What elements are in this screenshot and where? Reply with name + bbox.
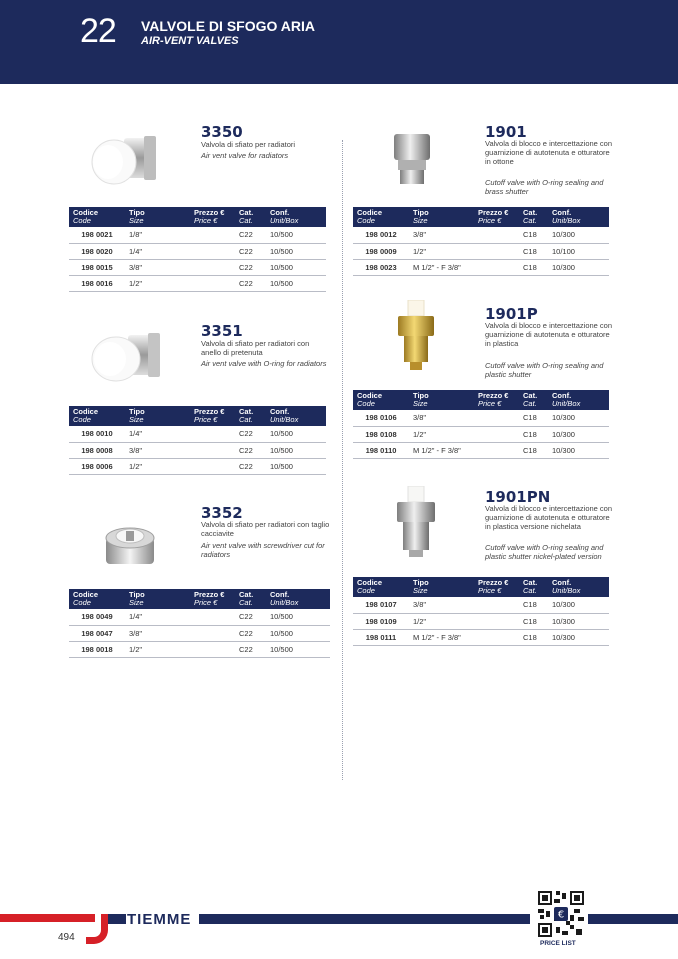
cell-size: M 1/2" - F 3/8"	[409, 259, 474, 275]
column-header-it: Codice	[73, 590, 99, 599]
cell-code: 198 0008	[69, 442, 125, 458]
product-desc-en-1901p: Cutoff valve with O-ring sealing and plastic shutter	[485, 361, 604, 379]
column-header-it: Codice	[73, 407, 99, 416]
cell-cat: C18	[519, 426, 548, 442]
column-header	[474, 207, 519, 227]
cell-size: 1/8"	[125, 227, 190, 243]
footer-blue-bar	[199, 914, 530, 924]
column-header-it: Conf.	[270, 208, 290, 217]
cell-code: 198 0009	[353, 243, 409, 259]
cell-size: 3/8"	[409, 410, 474, 426]
column-header	[266, 207, 326, 227]
cell-cat: C22	[235, 227, 266, 243]
product-desc-en-3350: Air vent valve for radiators	[201, 151, 289, 160]
column-header	[548, 390, 609, 410]
column-header-en: Unit/Box	[270, 598, 299, 607]
cell-size: M 1/2" - F 3/8"	[409, 629, 474, 645]
column-header-en: Price €	[194, 216, 218, 225]
cell-code: 198 0010	[69, 426, 125, 442]
cell-cat: C18	[519, 243, 548, 259]
price-table-1901	[353, 207, 609, 276]
product-desc-it-3352: Valvola di sfiato per radiatori con taglio cacciavite	[201, 520, 330, 538]
product-image-1901	[390, 130, 434, 188]
cell-price	[190, 259, 235, 275]
column-divider	[342, 140, 343, 780]
cell-cat: C18	[519, 442, 548, 458]
column-header-en: Size	[129, 598, 144, 607]
table-row	[69, 609, 330, 625]
product-code-3351: 3351	[201, 322, 243, 340]
product-code-1901p: 1901P	[485, 305, 538, 323]
table-header-row	[69, 406, 326, 426]
cell-code: 198 0015	[69, 259, 125, 275]
column-header-en: Code	[357, 216, 375, 225]
column-header-it: Conf.	[552, 208, 572, 217]
price-table-1901pn	[353, 577, 609, 646]
table-header-row	[353, 207, 609, 227]
product-image-3352	[100, 514, 160, 574]
cell-box: 10/500	[266, 259, 326, 275]
cell-price	[474, 410, 519, 426]
cell-cat: C18	[519, 227, 548, 243]
cell-code: 198 0110	[353, 442, 409, 458]
column-header-it: Prezzo €	[478, 578, 509, 587]
column-header-it: Conf.	[552, 578, 572, 587]
cell-size: 1/4"	[125, 243, 190, 259]
svg-text:€: €	[557, 909, 565, 921]
column-header-en: Cat.	[523, 586, 537, 595]
brand-logo: TIEMME	[127, 911, 192, 928]
product-desc-it-1901p: Valvola di blocco e intercettazione con guarnizione di autotenuta e otturatore in plastica	[485, 321, 613, 348]
table-row	[353, 426, 609, 442]
column-header-it: Tipo	[129, 407, 145, 416]
column-header-en: Size	[413, 586, 428, 595]
cell-code: 198 0111	[353, 629, 409, 645]
cell-size: 1/2"	[125, 641, 190, 657]
column-header	[409, 207, 474, 227]
column-header	[353, 207, 409, 227]
table-row	[69, 275, 326, 291]
table-row	[353, 442, 609, 458]
product-desc-it-3350: Valvola di sfiato per radiatori	[201, 140, 296, 149]
column-header-it: Codice	[357, 208, 383, 217]
column-header	[519, 207, 548, 227]
product-desc-it-3351: Valvola di sfiato per radiatori con anello di pretenuta	[201, 339, 310, 357]
column-header-it: Cat.	[523, 578, 538, 587]
cell-cat: C22	[235, 442, 266, 458]
column-header	[235, 207, 266, 227]
footer-blue-bar-right	[588, 914, 678, 924]
column-header-it: Prezzo €	[194, 407, 225, 416]
column-header-it: Codice	[357, 578, 383, 587]
cell-cat: C22	[235, 609, 266, 625]
cell-code: 198 0016	[69, 275, 125, 291]
column-header-it: Prezzo €	[478, 391, 509, 400]
table-row	[69, 426, 326, 442]
column-header	[548, 577, 609, 597]
column-header	[125, 207, 190, 227]
column-header-en: Cat.	[523, 216, 537, 225]
cell-box: 10/100	[548, 243, 609, 259]
column-header-it: Conf.	[552, 391, 572, 400]
column-header-en: Unit/Box	[270, 415, 299, 424]
cell-size: 1/2"	[125, 275, 190, 291]
table-row	[69, 442, 326, 458]
cell-cat: C22	[235, 458, 266, 474]
cell-box: 10/300	[548, 227, 609, 243]
product-code-3350: 3350	[201, 123, 243, 141]
cell-price	[474, 597, 519, 613]
cell-size: 1/2"	[125, 458, 190, 474]
product-image-3350	[88, 128, 160, 192]
column-header	[235, 589, 266, 609]
table-row	[69, 625, 330, 641]
column-header-it: Codice	[357, 391, 383, 400]
cell-box: 10/500	[266, 641, 330, 657]
cell-size: 1/2"	[409, 426, 474, 442]
price-table-3350	[69, 207, 326, 292]
cell-size: 3/8"	[125, 259, 190, 275]
column-header	[474, 577, 519, 597]
column-header-en: Price €	[478, 399, 502, 408]
cell-cat: C22	[235, 259, 266, 275]
cell-box: 10/500	[266, 609, 330, 625]
table-row	[353, 243, 609, 259]
column-header-en: Cat.	[239, 598, 253, 607]
column-header	[409, 577, 474, 597]
table-row	[353, 597, 609, 613]
cell-size: M 1/2" - F 3/8"	[409, 442, 474, 458]
cell-code: 198 0021	[69, 227, 125, 243]
cell-code: 198 0107	[353, 597, 409, 613]
table-header-row	[353, 390, 609, 410]
cell-cat: C18	[519, 597, 548, 613]
product-code-1901pn: 1901PN	[485, 488, 551, 506]
cell-box: 10/500	[266, 275, 326, 291]
cell-price	[474, 259, 519, 275]
footer-red-curve	[86, 914, 108, 944]
cell-price	[190, 275, 235, 291]
table-row	[69, 641, 330, 657]
column-header-en: Unit/Box	[552, 586, 581, 595]
column-header	[353, 390, 409, 410]
column-header-en: Size	[413, 399, 428, 408]
column-header-it: Tipo	[129, 590, 145, 599]
cell-size: 1/4"	[125, 609, 190, 625]
column-header	[353, 577, 409, 597]
column-header	[548, 207, 609, 227]
column-header	[474, 390, 519, 410]
column-header-it: Prezzo €	[478, 208, 509, 217]
column-header-en: Unit/Box	[552, 216, 581, 225]
column-header-it: Cat.	[239, 407, 254, 416]
cell-price	[190, 458, 235, 474]
cell-cat: C18	[519, 259, 548, 275]
table-row	[353, 259, 609, 275]
column-header-it: Tipo	[413, 208, 429, 217]
cell-code: 198 0109	[353, 613, 409, 629]
column-header-en: Cat.	[239, 216, 253, 225]
column-header-en: Price €	[478, 216, 502, 225]
column-header-it: Tipo	[413, 391, 429, 400]
column-header	[266, 406, 326, 426]
cell-box: 10/500	[266, 227, 326, 243]
column-header-en: Cat.	[523, 399, 537, 408]
cell-code: 198 0020	[69, 243, 125, 259]
column-header-it: Tipo	[413, 578, 429, 587]
cell-price	[474, 227, 519, 243]
cell-box: 10/500	[266, 243, 326, 259]
cell-price	[190, 609, 235, 625]
cell-price	[474, 243, 519, 259]
product-desc-it-1901: Valvola di blocco e intercettazione con guarnizione di autotenuta e otturatore in ottone	[485, 139, 613, 166]
cell-price	[190, 641, 235, 657]
column-header-en: Code	[357, 586, 375, 595]
column-header	[190, 589, 235, 609]
column-header-it: Cat.	[239, 590, 254, 599]
cell-code: 198 0049	[69, 609, 125, 625]
column-header-en: Price €	[194, 415, 218, 424]
cell-box: 10/500	[266, 442, 326, 458]
cell-cat: C22	[235, 625, 266, 641]
cell-cat: C18	[519, 410, 548, 426]
cell-price	[190, 243, 235, 259]
cell-cat: C22	[235, 243, 266, 259]
column-header-en: Code	[73, 598, 91, 607]
cell-box: 10/500	[266, 426, 326, 442]
column-header	[69, 406, 125, 426]
price-list-label: PRICE LIST	[540, 940, 576, 947]
cell-code: 198 0018	[69, 641, 125, 657]
section-title-it: VALVOLE DI SFOGO ARIA	[141, 18, 315, 34]
cell-size: 3/8"	[125, 442, 190, 458]
column-header	[190, 207, 235, 227]
cell-box: 10/300	[548, 259, 609, 275]
cell-box: 10/300	[548, 426, 609, 442]
product-image-1901p	[394, 300, 438, 372]
cell-size: 1/2"	[409, 613, 474, 629]
table-row	[353, 629, 609, 645]
product-code-1901: 1901	[485, 123, 527, 141]
cell-box: 10/300	[548, 613, 609, 629]
product-desc-en-1901: Cutoff valve with O-ring sealing and brass shutter	[485, 178, 604, 196]
cell-size: 1/2"	[409, 243, 474, 259]
cell-price	[474, 426, 519, 442]
column-header	[125, 406, 190, 426]
cell-code: 198 0012	[353, 227, 409, 243]
table-header-row	[69, 207, 326, 227]
footer-red-bar	[0, 914, 95, 922]
column-header-en: Code	[357, 399, 375, 408]
cell-price	[190, 625, 235, 641]
cell-price	[474, 629, 519, 645]
table-row	[353, 227, 609, 243]
section-number: 22	[80, 12, 116, 50]
column-header	[519, 577, 548, 597]
column-header	[235, 406, 266, 426]
cell-price	[190, 426, 235, 442]
cell-code: 198 0006	[69, 458, 125, 474]
cell-code: 198 0108	[353, 426, 409, 442]
column-header	[69, 589, 125, 609]
column-header	[125, 589, 190, 609]
column-header-en: Price €	[478, 586, 502, 595]
table-row	[69, 458, 326, 474]
cell-price	[190, 227, 235, 243]
cell-box: 10/300	[548, 629, 609, 645]
product-image-1901pn	[392, 486, 440, 558]
column-header	[190, 406, 235, 426]
cell-price	[190, 442, 235, 458]
product-code-3352: 3352	[201, 504, 243, 522]
product-desc-en-1901pn: Cutoff valve with O-ring sealing and plastic shutter nickel-plated version	[485, 543, 604, 561]
column-header	[266, 589, 330, 609]
page-number: 494	[58, 932, 75, 943]
column-header-it: Conf.	[270, 590, 290, 599]
cell-box: 10/500	[266, 458, 326, 474]
cell-cat: C18	[519, 613, 548, 629]
column-header-it: Cat.	[523, 391, 538, 400]
cell-box: 10/300	[548, 410, 609, 426]
cell-price	[474, 613, 519, 629]
cell-box: 10/500	[266, 625, 330, 641]
column-header-en: Cat.	[239, 415, 253, 424]
page-header	[0, 0, 678, 84]
qr-code-icon[interactable]	[536, 889, 586, 939]
cell-size: 3/8"	[409, 597, 474, 613]
column-header-it: Cat.	[523, 208, 538, 217]
table-header-row	[353, 577, 609, 597]
cell-code: 198 0023	[353, 259, 409, 275]
table-row	[69, 243, 326, 259]
price-table-1901p	[353, 390, 609, 459]
cell-box: 10/300	[548, 442, 609, 458]
column-header-en: Code	[73, 415, 91, 424]
column-header-en: Unit/Box	[270, 216, 299, 225]
cell-cat: C22	[235, 426, 266, 442]
cell-code: 198 0106	[353, 410, 409, 426]
table-row	[353, 613, 609, 629]
column-header-it: Prezzo €	[194, 208, 225, 217]
column-header-it: Prezzo €	[194, 590, 225, 599]
column-header-en: Size	[129, 216, 144, 225]
cell-code: 198 0047	[69, 625, 125, 641]
column-header	[409, 390, 474, 410]
cell-cat: C22	[235, 641, 266, 657]
column-header-en: Price €	[194, 598, 218, 607]
column-header-it: Tipo	[129, 208, 145, 217]
cell-price	[474, 442, 519, 458]
section-title-en: AIR-VENT VALVES	[141, 35, 239, 47]
column-header-it: Conf.	[270, 407, 290, 416]
cell-cat: C18	[519, 629, 548, 645]
column-header-en: Size	[413, 216, 428, 225]
table-row	[69, 227, 326, 243]
table-row	[353, 410, 609, 426]
price-table-3352	[69, 589, 330, 658]
cell-size: 3/8"	[125, 625, 190, 641]
table-row	[69, 259, 326, 275]
product-desc-en-3352: Air vent valve with screwdriver cut for radiators	[201, 541, 325, 559]
column-header-en: Code	[73, 216, 91, 225]
column-header	[519, 390, 548, 410]
cell-cat: C22	[235, 275, 266, 291]
price-table-3351	[69, 406, 326, 475]
footer-blue-bar-left	[108, 914, 126, 924]
table-header-row	[69, 589, 330, 609]
column-header-en: Unit/Box	[552, 399, 581, 408]
column-header	[69, 207, 125, 227]
column-header-it: Cat.	[239, 208, 254, 217]
product-desc-it-1901pn: Valvola di blocco e intercettazione con guarnizione di autotenuta e otturatore in plastica versione nichelata	[485, 504, 613, 531]
cell-size: 1/4"	[125, 426, 190, 442]
column-header-it: Codice	[73, 208, 99, 217]
product-desc-en-3351: Air vent valve with O-ring for radiators	[201, 359, 327, 368]
cell-size: 3/8"	[409, 227, 474, 243]
product-image-3351	[88, 327, 168, 387]
cell-box: 10/300	[548, 597, 609, 613]
column-header-en: Size	[129, 415, 144, 424]
